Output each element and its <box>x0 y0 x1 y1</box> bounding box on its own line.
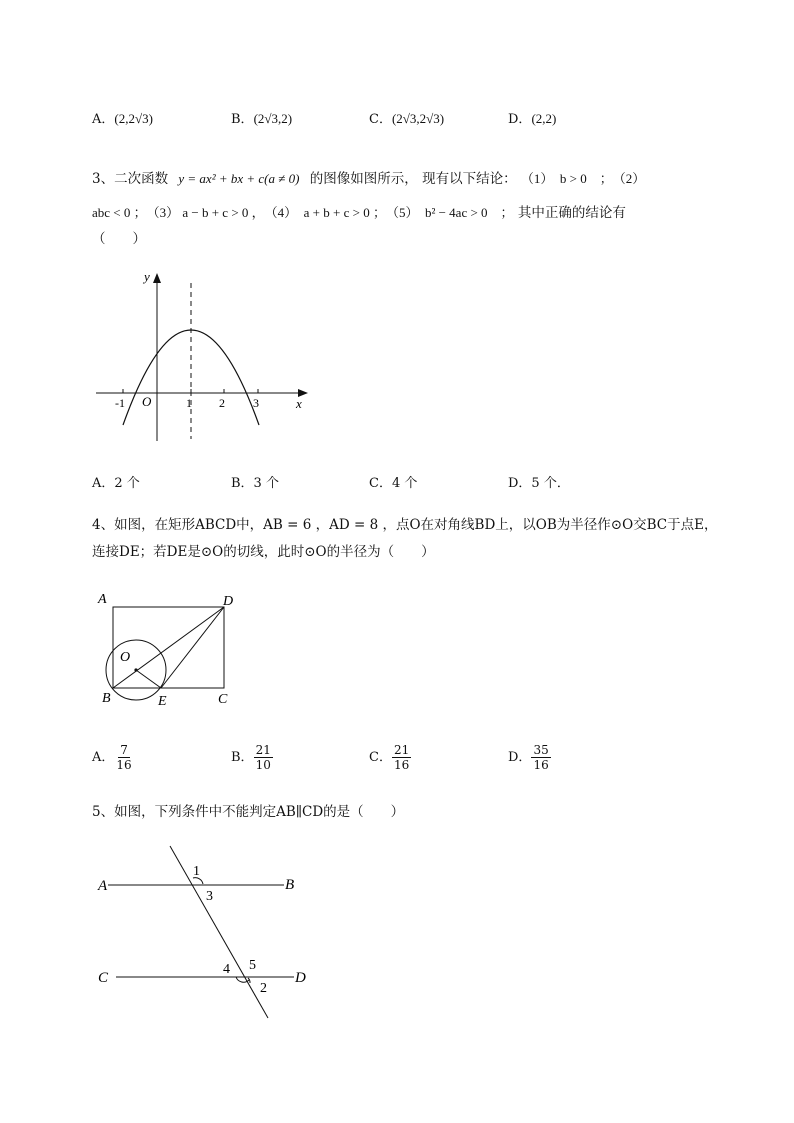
origin-label: O <box>142 394 152 409</box>
q2-option-d[interactable] <box>508 108 556 127</box>
q4-option-b[interactable] <box>231 743 273 772</box>
q2-option-b-label: B． <box>231 112 254 127</box>
q4-line2: 连接DE；若DE是⊙O的切线，此时⊙O的半径为（ ） <box>92 544 435 560</box>
q3-mid: 的图像如图所示， 现有以下结论： <box>309 171 517 187</box>
q2-option-d-value: (2,2) <box>531 111 557 126</box>
q4-rectangle-figure <box>90 585 250 715</box>
radius-oe <box>136 670 161 688</box>
fraction-denominator: 16 <box>393 758 410 772</box>
label-a: A <box>98 592 107 607</box>
q3-conclusion-1: （1） b > 0 ； （2） <box>520 171 646 186</box>
fraction-numerator: 7 <box>120 743 128 757</box>
label-o: O <box>120 650 131 665</box>
q4-option-b-label: B． <box>231 750 254 765</box>
fraction-denominator: 16 <box>116 758 132 772</box>
q3-formula: y = ax² + bx + c(a ≠ 0) <box>178 171 300 186</box>
q5-text: 5、如图，下列条件中不能判定AB∥CD的是（ ） <box>92 804 405 820</box>
q3-parabola-graph <box>90 265 320 445</box>
diagonal-bd <box>113 607 224 688</box>
q2-option-c[interactable] <box>369 108 444 127</box>
q4-option-a-fraction <box>114 743 133 772</box>
q4-option-d-fraction <box>531 743 550 772</box>
q4-option-d[interactable] <box>508 743 551 772</box>
q3-lead: 二次函数 <box>114 171 169 187</box>
fraction-numerator: 21 <box>393 743 410 757</box>
q2-option-d-label: D． <box>508 112 532 127</box>
q2-option-c-value: (2√3,2√3) <box>391 111 445 126</box>
center-point-o <box>134 668 137 671</box>
q4-option-d-label: D． <box>508 750 532 765</box>
q3-option-d[interactable]: D．5 个． <box>508 476 570 491</box>
label-d: D <box>223 594 234 609</box>
q2-option-c-label: C． <box>369 112 392 127</box>
fraction-numerator: 21 <box>255 743 271 757</box>
q2-option-a-value: (2,2√3) <box>114 111 153 126</box>
q3-bracket: （ ） <box>92 231 146 247</box>
label-d: D <box>295 970 306 986</box>
label-a: A <box>98 878 108 894</box>
q4-option-c-label: C． <box>369 750 392 765</box>
q4-option-a[interactable] <box>92 743 134 772</box>
label-c: C <box>98 970 109 986</box>
label-c: C <box>218 692 228 707</box>
q4-option-b-fraction <box>254 743 273 772</box>
q3-number: 3、 <box>92 171 115 187</box>
tick-label-neg1: -1 <box>115 396 125 410</box>
label-e: E <box>158 694 167 709</box>
angle-label-1: 1 <box>193 864 200 879</box>
q4-option-c-fraction <box>392 743 411 772</box>
tick-label-2: 2 <box>219 396 225 410</box>
q4-option-a-label: A． <box>92 750 115 765</box>
q2-option-b[interactable] <box>231 108 292 127</box>
segment-de <box>161 607 224 688</box>
angle-label-2: 2 <box>260 981 267 996</box>
label-b: B <box>285 877 295 893</box>
y-axis-label: y <box>144 269 150 284</box>
tick-label-1: 1 <box>186 396 192 410</box>
label-b: B <box>102 691 111 706</box>
q2-option-b-value: (2√3,2) <box>253 111 293 126</box>
q2-option-a[interactable] <box>92 108 153 127</box>
angle-label-3: 3 <box>206 889 213 904</box>
q4-option-c[interactable] <box>369 743 411 772</box>
tick-label-3: 3 <box>253 396 259 410</box>
q3-option-b[interactable]: B．3 个 <box>231 476 279 491</box>
fraction-denominator: 16 <box>533 758 549 772</box>
q3-conclusions: abc < 0 ； （3） a − b + c > 0 ， （4） a + b + c > 0 ； （5） b² − 4ac > 0 ； <box>92 205 514 220</box>
angle-label-5: 5 <box>249 958 256 973</box>
q5-parallel-lines-figure <box>90 840 320 1025</box>
y-axis-arrow-icon <box>153 273 161 283</box>
q4-line1: 4、如图，在矩形ABCD中，AB = 6 ，AD = 8 ，点O在对角线BD上，以OB为半径作⊙O交BC于点E， <box>92 517 718 533</box>
angle-label-4: 4 <box>223 962 230 977</box>
q3-line2 <box>92 201 626 221</box>
q3-tail: 其中正确的结论有 <box>517 205 626 221</box>
transversal <box>170 846 268 1018</box>
fraction-denominator: 10 <box>255 758 271 772</box>
fraction-numerator: 35 <box>533 743 549 757</box>
q3-option-a[interactable]: A．2 个 <box>92 476 140 491</box>
angle-arc-4 <box>236 977 249 982</box>
q3-line1 <box>92 167 645 187</box>
q3-option-c[interactable]: C．4 个 <box>369 476 418 491</box>
q2-option-a-label: A． <box>92 112 115 127</box>
x-axis-label: x <box>296 396 302 411</box>
